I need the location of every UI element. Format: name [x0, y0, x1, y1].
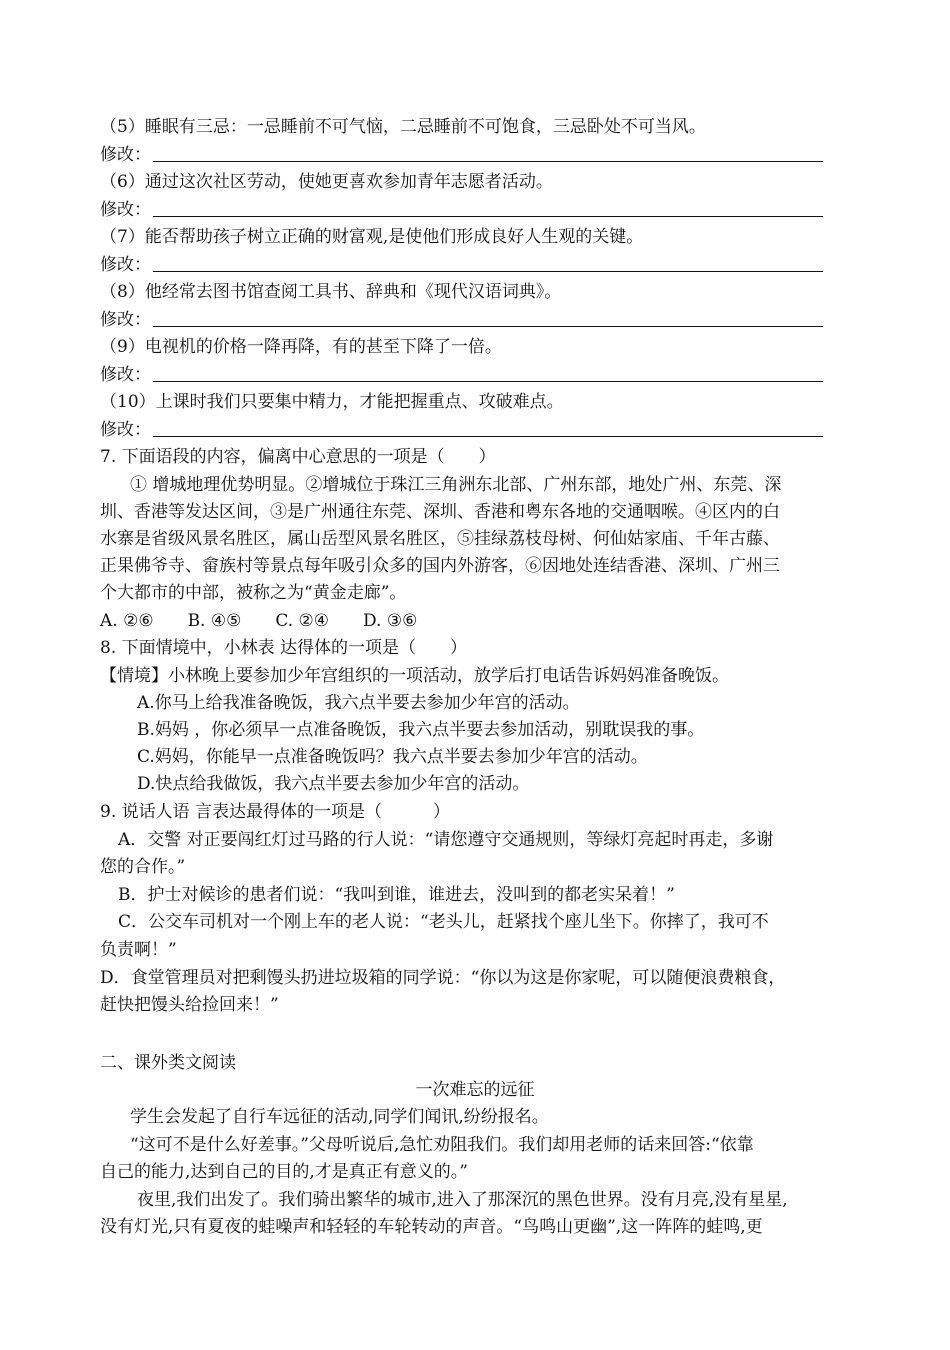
sentence-9: （9）电视机的价格一降再降，有的甚至下降了一倍。 — [100, 337, 502, 357]
edit-label-9: 修改： — [100, 365, 151, 385]
q7-options: A. ②⑥ B. ④⑤ C. ②④ D. ③⑥ — [100, 611, 418, 631]
q9-option-a-cont: 您的合作。” — [100, 857, 186, 877]
q9-option-d-cont: 赶快把馒头给捡回来！” — [100, 995, 279, 1015]
edit-label-10: 修改： — [100, 420, 151, 440]
answer-line-7[interactable] — [153, 271, 823, 272]
answer-line-5[interactable] — [153, 161, 823, 162]
q8-option-a: A.你马上给我准备晚饭，我六点半要去参加少年宫的活动。 — [137, 693, 580, 713]
section-heading: 二、课外类文阅读 — [100, 1053, 236, 1073]
q7-passage-line: 正果佛爷寺、畲族村等景点每年吸引众多的国内外游客，⑥因地处连结香港、深圳、广州三 — [100, 556, 780, 576]
reading-paragraph-cont: 没有灯光,只有夏夜的蛙噪声和轻轻的车轮转动的声音。“鸟鸣山更幽”,这一阵阵的蛙鸣,更 — [100, 1217, 763, 1237]
q9-option-c: C．公交车司机对一个刚上车的老人说：“老头儿，赶紧找个座儿坐下。你摔了，我可不 — [118, 912, 769, 932]
sentence-6: （6）通过这次社区劳动，使她更喜欢参加青年志愿者活动。 — [100, 172, 553, 192]
q9-option-a: A．交警 对正要闯红灯过马路的行人说：“请您遵守交通规则，等绿灯亮起时再走，多谢 — [118, 830, 774, 850]
reading-paragraph-cont: 自己的能力,达到自己的目的,才是真正有意义的。” — [100, 1162, 468, 1182]
q8-context: 【情境】小林晚上要参加少年宫组织的一项活动，放学后打电话告诉妈妈准备晚饭。 — [100, 666, 729, 686]
answer-line-8[interactable] — [153, 326, 823, 327]
q8-option-b: B.妈妈 ，你必须早一点准备晚饭，我六点半要去参加活动，别耽误我的事。 — [137, 720, 705, 740]
reading-paragraph: “这可不是什么好差事。”父母听说后,急忙劝阻我们。我们却用老师的话来回答:“依靠 — [130, 1135, 754, 1155]
q8-stem: 8. 下面情境中，小林表 达得体的一项是（ ） — [100, 638, 468, 658]
q8-option-d: D.快点给我做饭，我六点半要去参加少年宫的活动。 — [137, 774, 530, 794]
sentence-10: （10）上课时我们只要集中精力，才能把握重点、攻破难点。 — [100, 392, 564, 412]
answer-line-6[interactable] — [153, 216, 823, 217]
answer-line-10[interactable] — [153, 436, 823, 437]
edit-label-8: 修改： — [100, 310, 151, 330]
q7-passage-line: 水寨是省级风景名胜区，属山岳型风景名胜区，⑤挂绿荔枝母树、何仙姑家庙、千年古藤、 — [100, 529, 780, 549]
edit-label-5: 修改： — [100, 145, 151, 165]
q9-option-b: B．护士对候诊的患者们说：“我叫到谁，谁进去，没叫到的都老实呆着！” — [118, 885, 675, 905]
q9-option-c-cont: 负责啊！” — [100, 940, 177, 960]
reading-paragraph: 夜里,我们出发了。我们骑出繁华的城市,进入了那深沉的黑色世界。没有月亮,没有星星, — [137, 1190, 788, 1210]
sentence-7: （7）能否帮助孩子树立正确的财富观,是使他们形成良好人生观的关键。 — [100, 227, 644, 247]
q9-option-d: D．食堂管理员对把剩馒头扔进垃圾箱的同学说：“你以为这是你家呢，可以随便浪费粮食， — [100, 968, 786, 988]
q7-passage-line: 个大都市的中部，被称之为“黄金走廊”。 — [100, 583, 407, 603]
sentence-8: （8）他经常去图书馆查阅工具书、辞典和《现代汉语词典》。 — [100, 282, 562, 302]
edit-label-7: 修改： — [100, 255, 151, 275]
sentence-5: （5）睡眠有三忌：一忌睡前不可气恼，二忌睡前不可饱食，三忌卧处不可当风。 — [100, 117, 706, 137]
reading-paragraph: 学生会发起了自行车远征的活动,同学们闻讯,纷纷报名。 — [130, 1107, 549, 1127]
q8-option-c: C.妈妈，你能早一点准备晚饭吗？我六点半要去参加少年宫的活动。 — [137, 747, 648, 767]
q7-stem: 7. 下面语段的内容，偏离中心意思的一项是（ ） — [100, 447, 496, 467]
q7-passage-line: ① 增城地理优势明显。②增城位于珠江三角洲东北部、广州东部，地处广州、东莞、深 — [130, 475, 782, 495]
q9-stem: 9. 说话人语 言表达最得体的一项是（ ） — [100, 802, 451, 822]
edit-label-6: 修改： — [100, 200, 151, 220]
q7-passage-line: 圳、香港等发达区间，③是广州通往东莞、深圳、香港和粤东各地的交通咽喉。④区内的白 — [100, 502, 780, 522]
reading-title: 一次难忘的远征 — [415, 1080, 535, 1100]
answer-line-9[interactable] — [153, 381, 823, 382]
